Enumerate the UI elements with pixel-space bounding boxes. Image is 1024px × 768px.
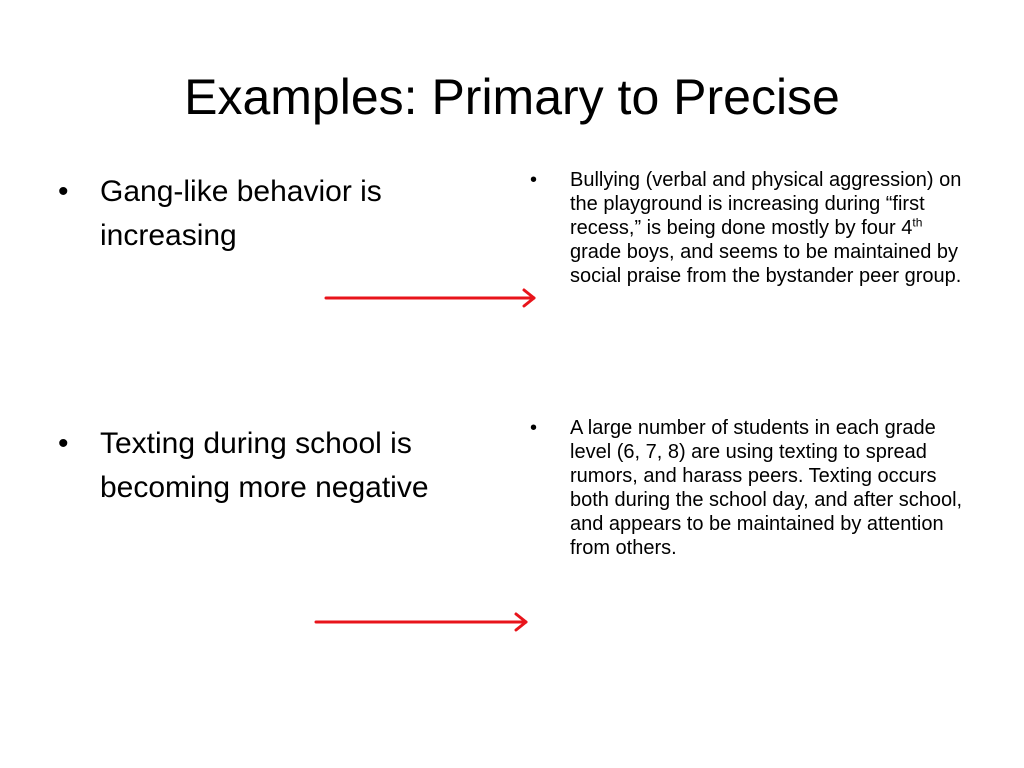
right-bullet-item-1 [530,168,970,288]
left-bullet-text-2: Texting during school is becoming more negative [100,427,429,504]
ordinal-superscript: th [912,215,923,230]
bullet-point: • [58,175,69,208]
bullet-point: • [530,169,538,191]
right-bullet-text-1 [570,168,970,288]
right-bullet-text-2: A large number of students in each grade level (6, 7, 8) are using texting to spread rumors, and harass peers. Texting occurs both during the school day, and after school, and appears to be maintained by attention from others. [570,417,963,559]
right-bullet-text-1-part-a: Bullying (verbal and physical aggression) on the playground is increasing during “first recess,” is being done mostly by four 4 [570,169,962,239]
bullet-point: • [58,427,69,460]
right-bullet-text-1-part-b: grade boys, and seems to be maintained by social praise from the bystander peer group. [570,241,962,287]
left-bullet-item-2 [58,422,498,510]
left-bullet-item-1 [58,170,498,258]
left-bullet-text-1: Gang-like behavior is increasing [100,175,382,252]
right-bullet-item-2 [530,416,970,560]
right-arrow-icon [312,610,534,634]
bullet-point: • [530,417,538,439]
slide-title: Examples: Primary to Precise [184,69,840,125]
right-arrow-icon [322,286,540,310]
